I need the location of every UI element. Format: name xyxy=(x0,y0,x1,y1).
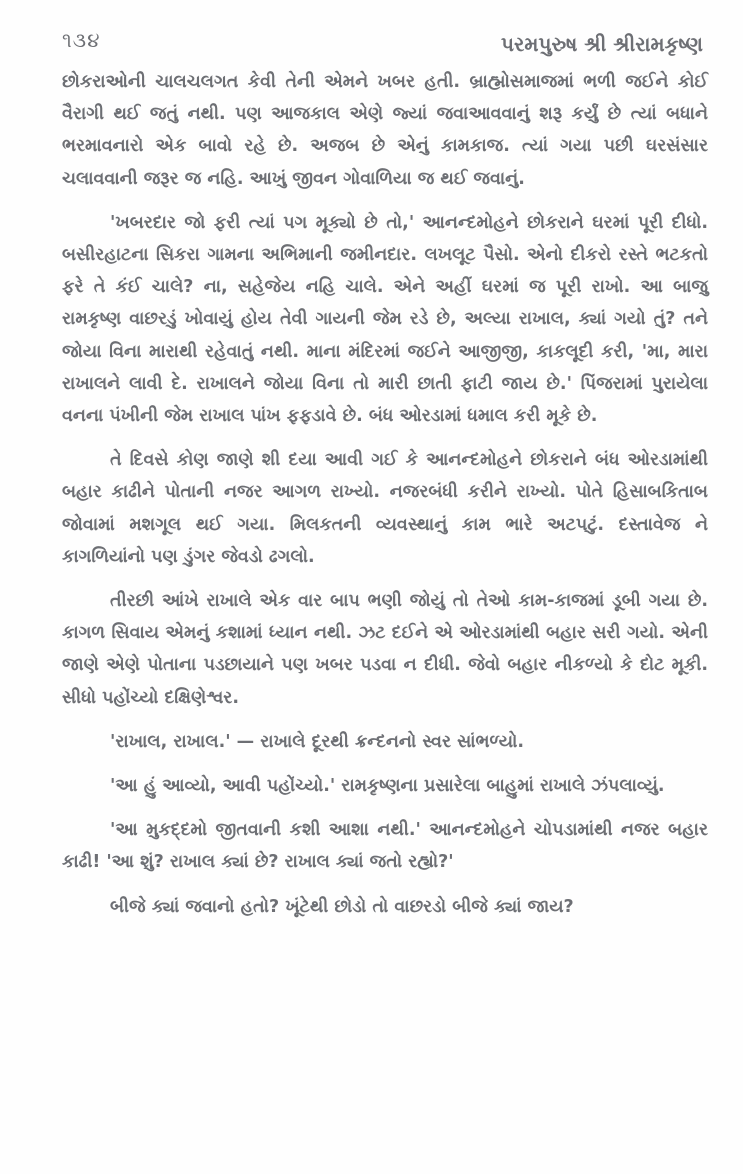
page-body xyxy=(62,66,708,935)
paragraph-2: 'ખબરદાર જો ફરી ત્યાં પગ મૂક્યો છે તો,' આનન્દમોહને છોકરાને ઘરમાં પૂરી દીધો. બસીરહાટના સિકરા ગામના અભિમાની જમીનદાર. લખલૂટ પૈસો. એનો દીકરો રસ્તે ભટકતો ફરે તે કંઈ ચાલે? ના, સહેજેય નહિ ચાલે. એને અહીં ઘરમાં જ પૂરી રાખો. આ બાજુ રામકૃષ્ણ વાછરડું ખોવાયું હોય તેવી ગાયની જેમ રડે છે, અલ્યા રાખાલ, ક્યાં ગયો તું? તને જોયા વિના મારાથી રહેવાતું નથી. માના મંદિરમાં જઈને આજીજી, કાકલૂદી કરી, 'મા, મારા રાખાલને લાવી દે. રાખાલને જોયા વિના તો મારી છાતી ફાટી જાય છે.' પિંજરામાં પુરાયેલા વનના પંખીની જેમ રાખાલ પાંખ ફફડાવે છે. બંધ ઓરડામાં ધમાલ કરી મૂકે છે. xyxy=(62,212,708,427)
paragraph-8: બીજે ક્યાં જવાનો હતો? ખૂંટેથી છોડો તો વાછરડો બીજે ક્યાં જાય? xyxy=(110,896,574,917)
paragraph-3: તે દિવસે કોણ જાણે શી દયા આવી ગઈ કે આનન્દમોહને છોકરાને બંધ ઓરડામાંથી બહાર કાઢીને પોતાની નજર આગળ રાખ્યો. નજરબંધી કરીને રાખ્યો. પોતે હિસાબકિતાબ જોવામાં મશગૂલ થઈ ગયા. મિલકતની વ્યવસ્થાનું કામ ભારે અટપટું. દસ્તાવેજ ને કાગળિયાંનો પણ ડુંગર જેવડો ઢગલો. xyxy=(62,450,708,567)
page-header xyxy=(62,28,703,68)
paragraph-6: 'આ હું આવ્યો, આવી પહોંચ્યો.' રામકૃષ્ણના પ્રસારેલા બાહુમાં રાખાલે ઝંપલાવ્યું. xyxy=(110,776,665,797)
running-title: પરમપુરુષ શ્રી શ્રીરામકૃષ્ણ xyxy=(501,32,703,56)
page-number: ૧૩૪ xyxy=(62,28,101,52)
paragraph-1: છોકરાઓની ચાલચલગત કેવી તેની એમને ખબર હતી. બ્રાહ્મોસમાજમાં ભળી જઈને કોઈ વૈરાગી થઈ જતું નથી. પણ આજકાલ એણે જ્યાં જવાઆવવાનું શરૂ કર્યું છે ત્યાં બધાને ભરમાવનારો એક બાવો રહે છે. અજબ છે એનું કામકાજ. ત્યાં ગયા પછી ઘરસંસાર ચલાવવાની જરૂર જ નહિ. આખું જીવન ગોવાળિયા જ થઈ જવાનું. xyxy=(62,72,708,189)
paragraph-4: તીરછી આંખે રાખાલે એક વાર બાપ ભણી જોયું તો તેઓ કામ-કાજમાં ડૂબી ગયા છે. કાગળ સિવાય એમનું કશામાં ધ્યાન નથી. ઝટ દઈને એ ઓરડામાંથી બહાર સરી ગયો. એની જાણે એણે પોતાના પડછાયાને પણ ખબર પડવા ન દીધી. જેવો બહાર નીકળ્યો કે દોટ મૂકી. સીધો પહોંચ્યો દક્ષિણેશ્વર. xyxy=(62,591,708,708)
paragraph-5: 'રાખાલ, રાખાલ.' — રાખાલે દૂરથી ક્રન્દનનો સ્વર સાંભળ્યો. xyxy=(110,731,525,752)
paragraph-7: 'આ મુકદ્દમો જીતવાની કશી આશા નથી.' આનન્દમોહને ચોપડામાંથી નજર બહાર કાઢી! 'આ શું? રાખાલ ક્યાં છે? રાખાલ ક્યાં જતો રહ્યો?' xyxy=(62,820,708,873)
